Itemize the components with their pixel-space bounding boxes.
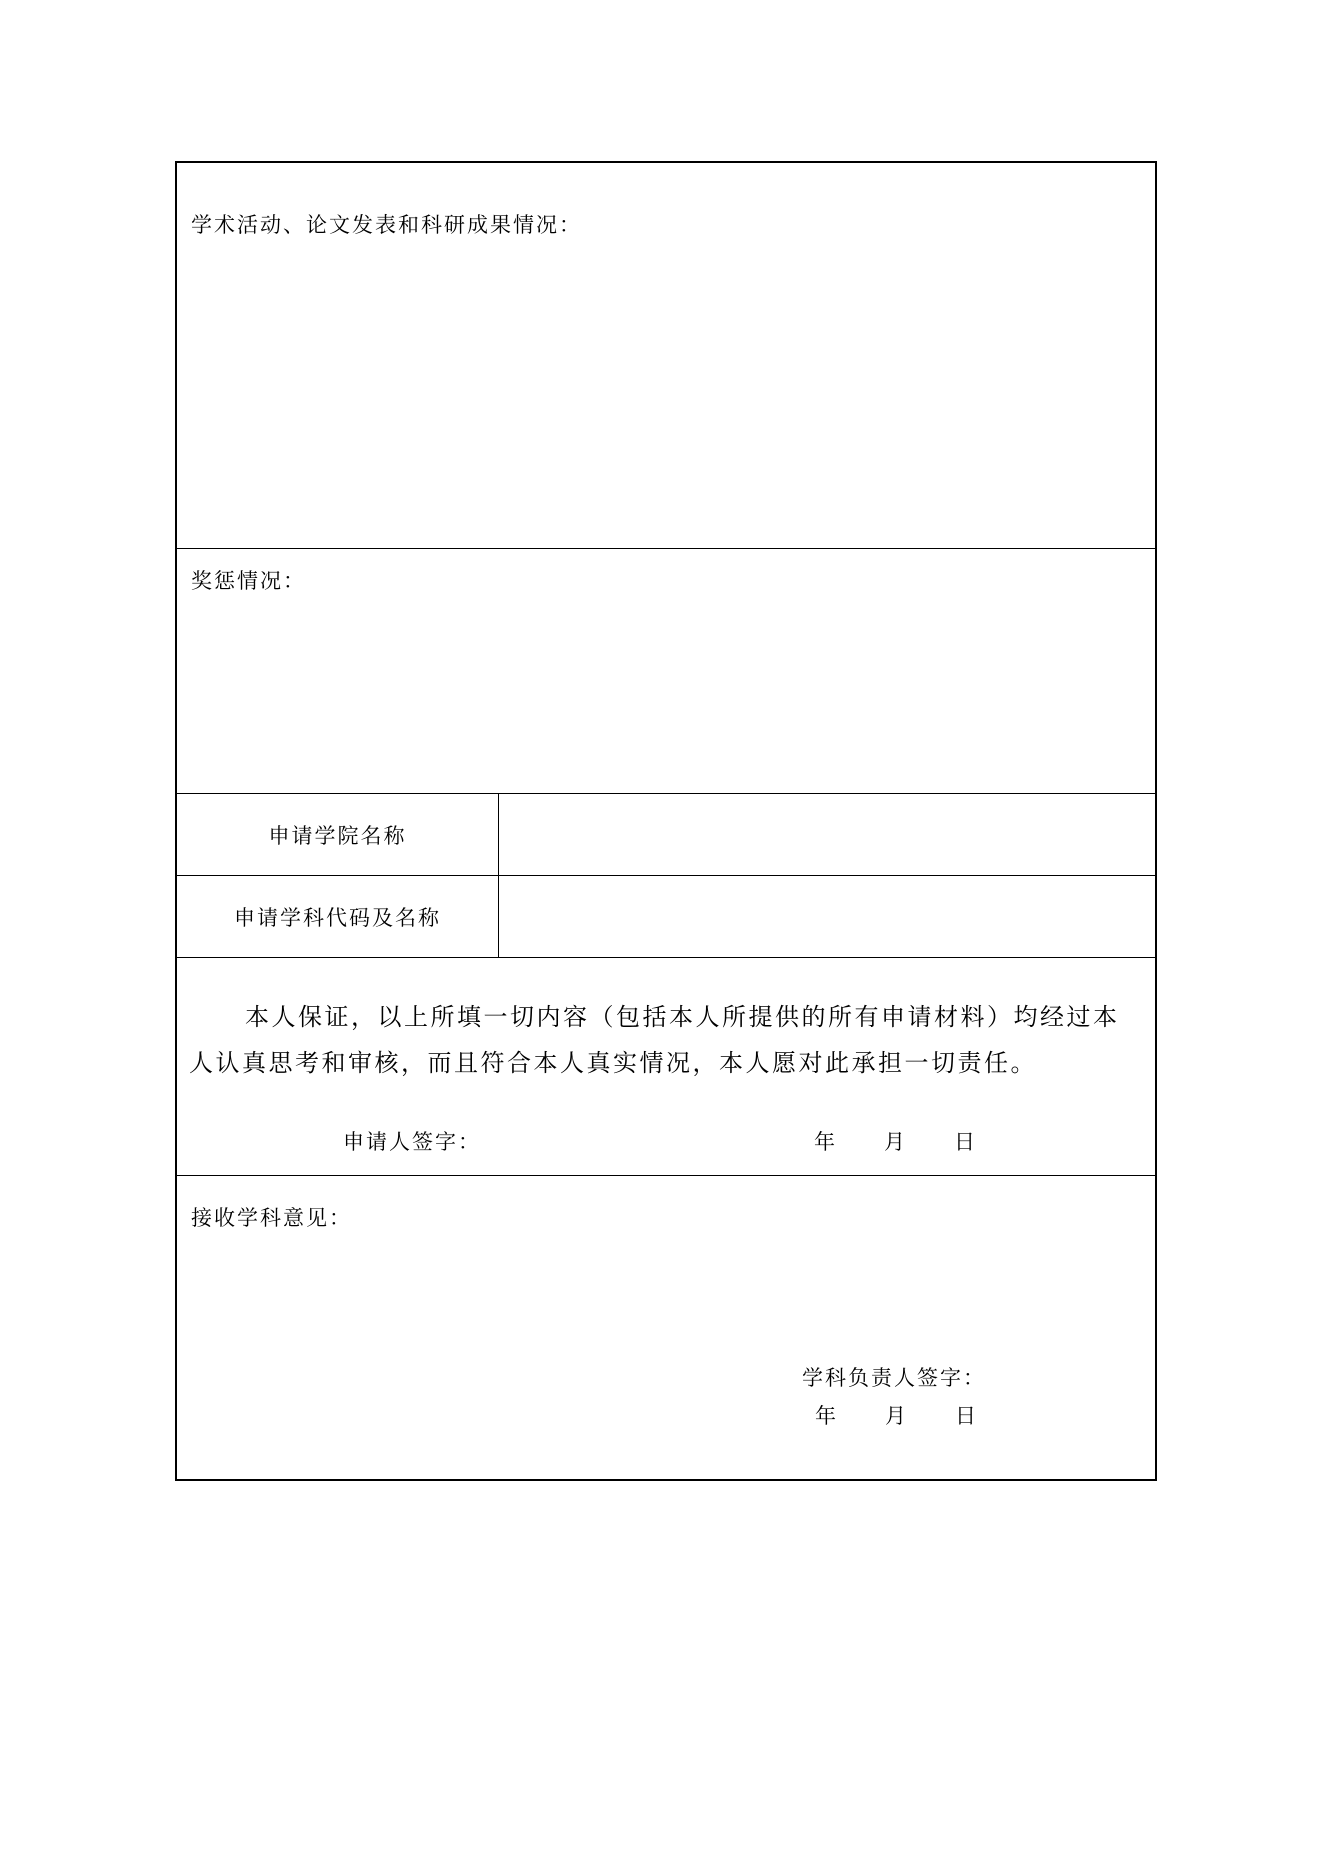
opinion-section[interactable] [177,1175,1155,1483]
opinion-year-label: 年 [815,1404,836,1428]
awards-label: 奖惩情况： [191,569,306,593]
subject-leader-signature-label: 学科负责人签字： [802,1366,986,1390]
pledge-section [177,957,1155,1175]
college-row [177,793,1155,875]
awards-section[interactable] [177,548,1155,793]
research-section[interactable] [177,163,1155,548]
applicant-signature-label: 申请人签字： [343,1130,481,1154]
application-form-table [175,161,1157,1481]
opinion-label: 接收学科意见： [191,1206,352,1230]
subject-value-field[interactable] [499,876,1155,957]
research-label: 学术活动、论文发表和科研成果情况： [191,213,582,237]
college-value-field[interactable] [499,794,1155,875]
opinion-day-label: 日 [955,1404,976,1428]
applicant-month-label: 月 [884,1130,905,1154]
college-label: 申请学院名称 [177,794,499,875]
applicant-year-label: 年 [814,1130,835,1154]
applicant-day-label: 日 [954,1130,975,1154]
opinion-month-label: 月 [885,1404,906,1428]
subject-label: 申请学科代码及名称 [177,876,499,957]
subject-row [177,875,1155,957]
pledge-text: 本人保证，以上所填一切内容（包括本人所提供的所有申请材料）均经过本人认真思考和审核，而且符合本人真实情况，本人愿对此承担一切责任。 [189,1003,1120,1077]
